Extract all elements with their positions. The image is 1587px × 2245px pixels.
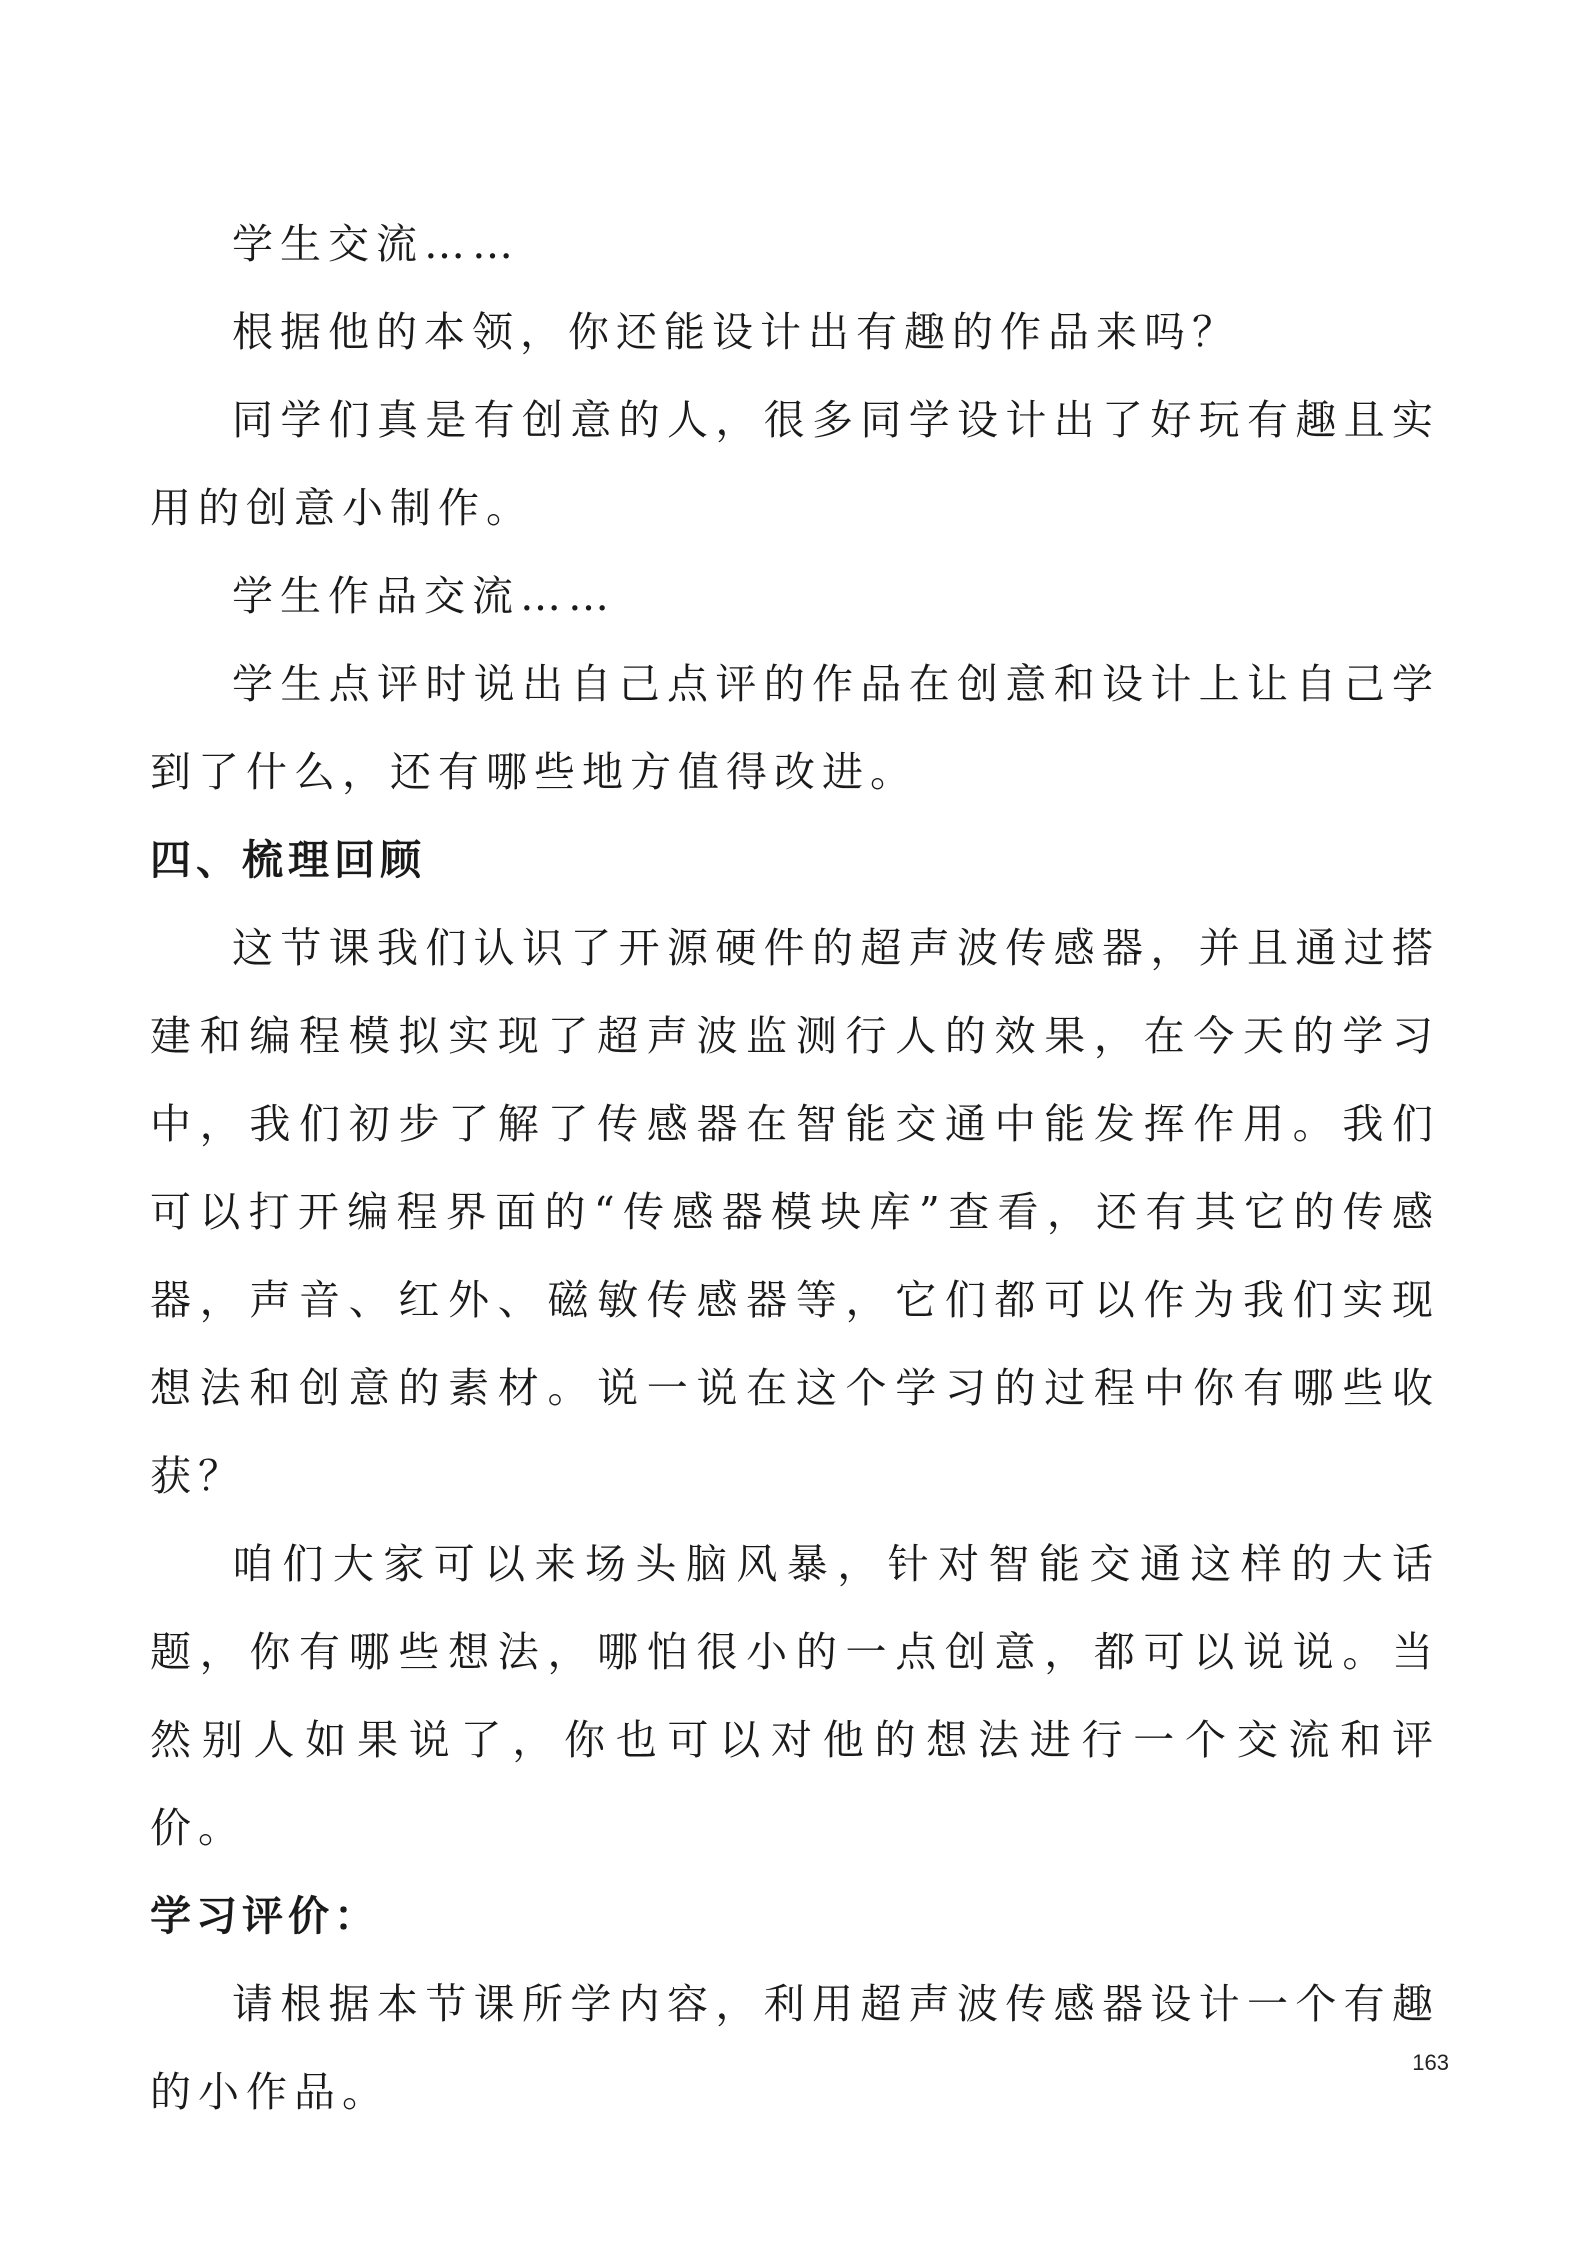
document-body xyxy=(150,200,1440,2136)
paragraph-peer-review: 学生点评时说出自己点评的作品在创意和设计上让自己学到了什么，还有哪些地方值得改进。 xyxy=(150,660,1440,796)
paragraph-design-question: 根据他的本领，你还能设计出有趣的作品来吗？ xyxy=(232,308,1240,356)
paragraph-brainstorm: 咱们大家可以来场头脑风暴，针对智能交通这样的大话题，你有哪些想法，哪怕很小的一点创意，都可以说说。当然别人如果说了，你也可以对他的想法进行一个交流和评价。 xyxy=(150,1540,1440,1852)
page-number: 163 xyxy=(1412,2050,1449,2075)
paragraph-evaluation-task: 请根据本节课所学内容，利用超声波传感器设计一个有趣的小作品。 xyxy=(150,1980,1440,2116)
section-heading-review: 四、梳理回顾 xyxy=(150,836,426,884)
section-heading-evaluation: 学习评价： xyxy=(150,1892,380,1940)
paragraph-work-exchange: 学生作品交流…… xyxy=(232,572,616,620)
paragraph-lesson-summary: 这节课我们认识了开源硬件的超声波传感器，并且通过搭建和编程模拟实现了超声波监测行人的效果，在今天的学习中，我们初步了解了传感器在智能交通中能发挥作用。我们可以打开编程界面的“传感器模块库”查看，还有其它的传感器，声音、红外、磁敏传感器等，它们都可以作为我们实现想法和创意的素材。说一说在这个学习的过程中你有哪些收获？ xyxy=(150,924,1440,1500)
paragraph-student-exchange: 学生交流…… xyxy=(232,220,520,268)
paragraph-creative-students: 同学们真是有创意的人，很多同学设计出了好玩有趣且实用的创意小制作。 xyxy=(150,396,1440,532)
